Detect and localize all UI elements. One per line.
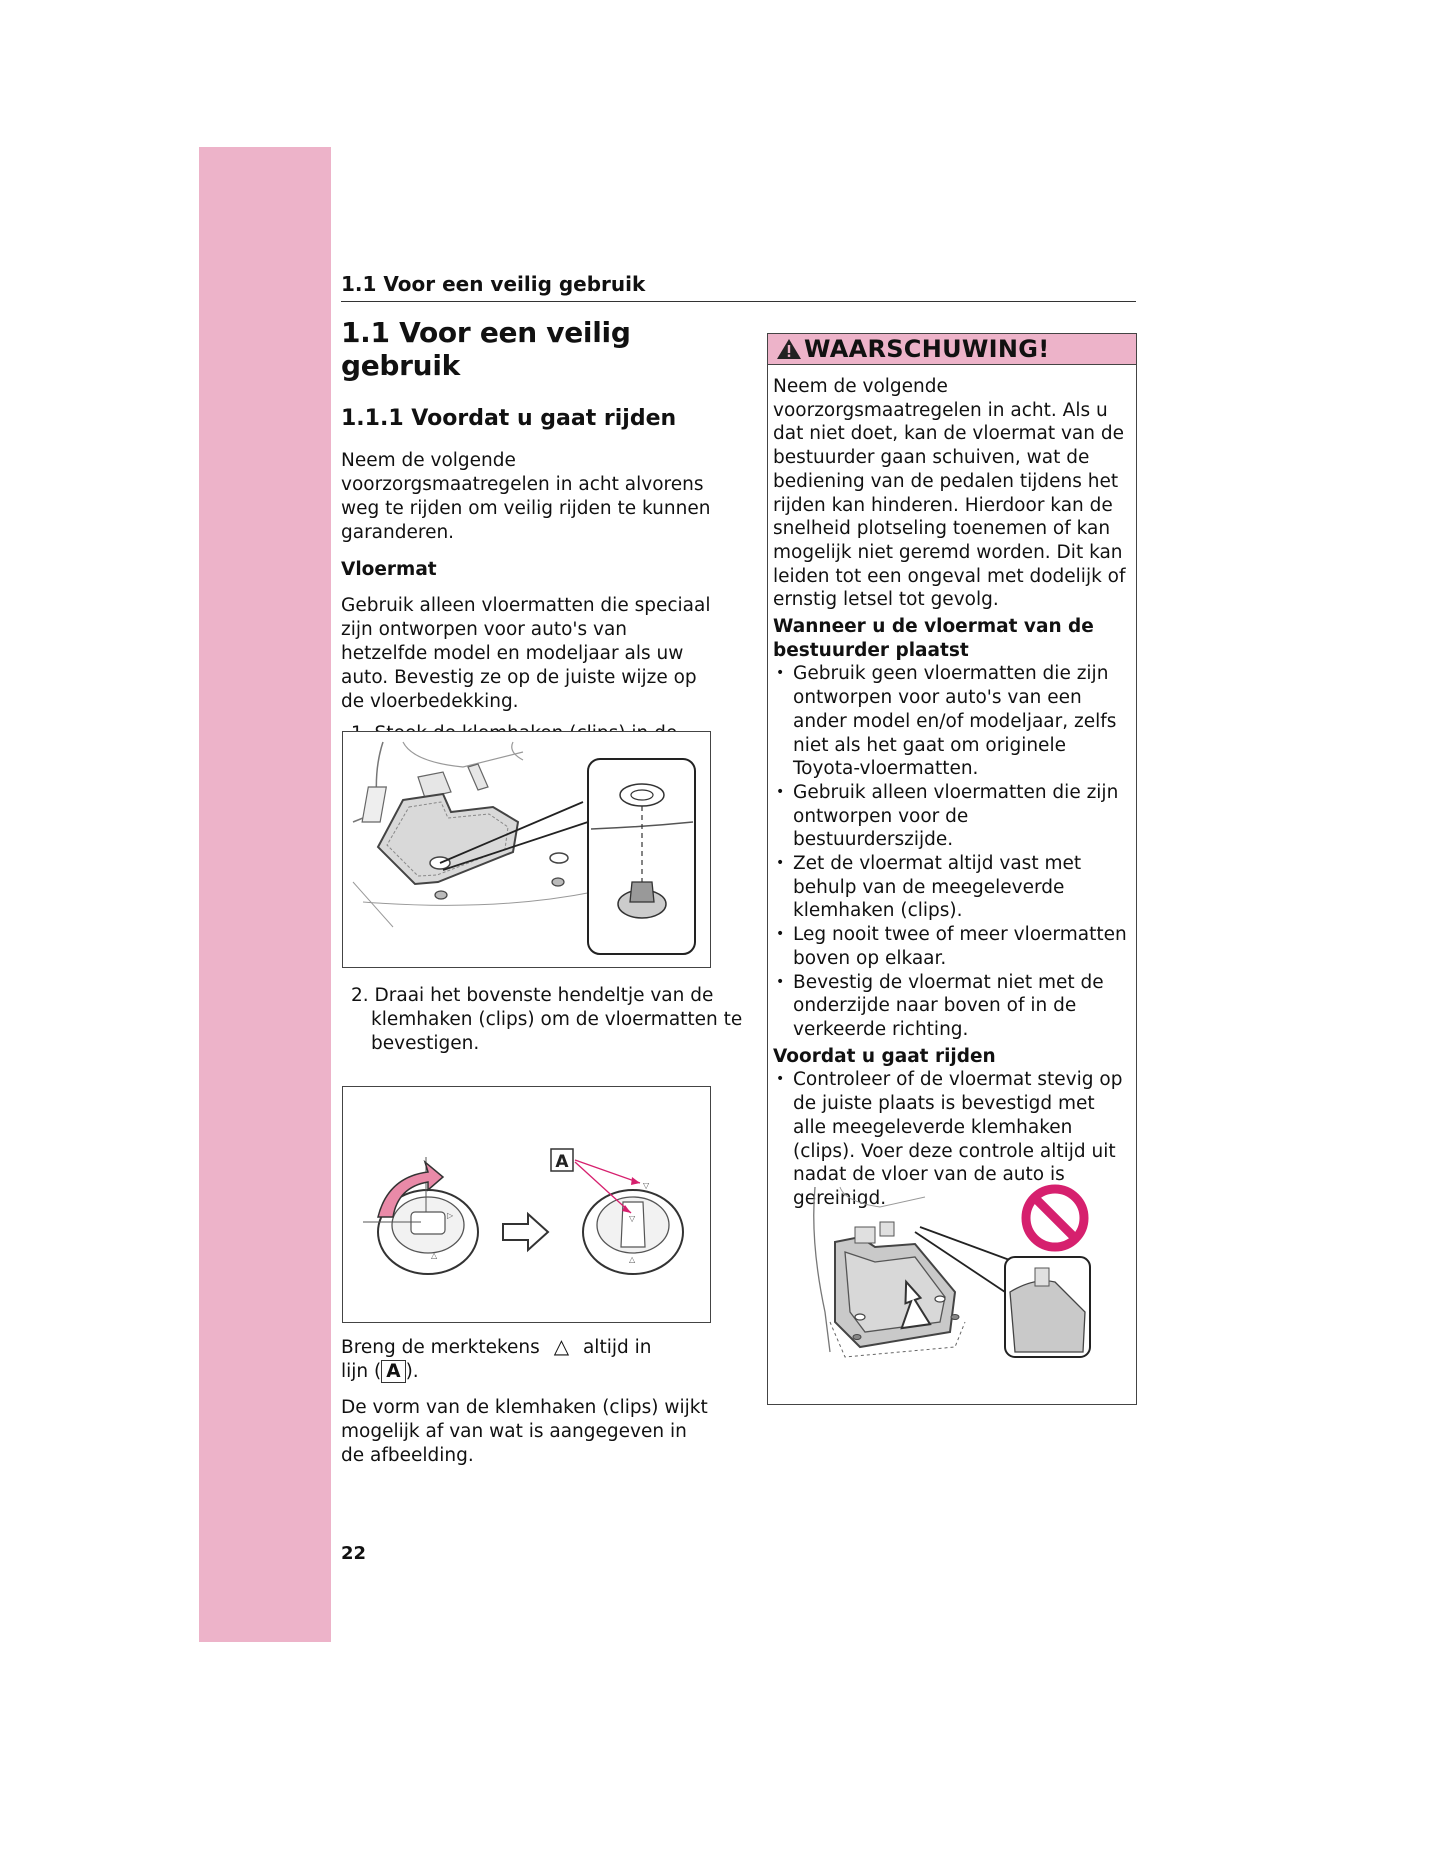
warning-header: [768, 334, 1136, 365]
side-color-band: [199, 147, 331, 1642]
warning-bullet: • Controleer of de vloermat stevig op de juiste plaats is bevestigd met alle meegeleverde klemhaken (clips). Voer deze controle altijd uit nadat de vloer van de auto is gereinigd.: [773, 1068, 1131, 1210]
warning-body: [768, 365, 1136, 1211]
warning-subheading-1: Wanneer u de vloermat van de bestuurder plaatst: [773, 616, 1094, 661]
warning-box: [767, 333, 1137, 1405]
page-number: 22: [341, 1543, 367, 1564]
warning-list-1: [773, 662, 1131, 1041]
figure-clip-insertion: [342, 731, 711, 968]
running-head: 1.1 Voor een veilig gebruik: [341, 272, 646, 296]
left-column: [341, 312, 713, 798]
intro-paragraph: Neem de volgende voorzorgsmaatregelen in acht alvorens weg te rijden om veilig rijden te kunnen garanderen.: [341, 450, 711, 543]
floormat-paragraph: Gebruik alleen vloermatten die speciaal zijn ontworpen voor auto's van hetzelfde model en modeljaar als uw auto. Bevestig ze op de juiste wijze op de vloerbedekking.: [341, 595, 711, 712]
caption-part-4: ).: [405, 1361, 419, 1382]
svg-text:△: △: [629, 1255, 636, 1264]
caption-part-2: altijd in: [582, 1337, 652, 1358]
caption-align-marks: [341, 1334, 713, 1384]
warning-title: WAARSCHUWING!: [804, 335, 1050, 363]
warning-bullet: • Leg nooit twee of meer vloermatten boven op elkaar.: [773, 923, 1131, 970]
figure-stacked-mats-prohibited: [805, 1182, 1105, 1367]
warning-bullet: • Bevestig de vloermat niet met de onderzijde naar boven of in de verkeerde richting.: [773, 971, 1131, 1042]
section-title: 1.1 Voor een veilig gebruik: [341, 316, 631, 382]
subsection-title: 1.1.1 Voordat u gaat rijden: [341, 406, 677, 431]
floormat-heading: Vloermat: [341, 559, 437, 580]
caption-part-3: lijn (: [341, 1361, 382, 1382]
warning-subheading-2: Voordat u gaat rijden: [773, 1045, 996, 1067]
triangle-mark-icon: △: [553, 1334, 570, 1358]
figure-label-a: A: [555, 1152, 569, 1172]
step-2: 2. Draai het bovenste hendeltje van de klemhaken (clips) om de vloermatten te bevestigen.: [351, 985, 743, 1054]
warning-triangle-icon: [776, 338, 802, 360]
warning-bullet: • Zet de vloermat altijd vast met behulp van de meegeleverde klemhaken (clips).: [773, 852, 1131, 923]
svg-text:▽: ▽: [629, 1214, 636, 1223]
clip-rotation-illustration: [343, 1087, 710, 1322]
caption-part-1: Breng de merktekens: [341, 1337, 540, 1358]
figure-clip-rotation: [342, 1086, 711, 1323]
floormat-clip-illustration: [343, 732, 710, 967]
caption-clip-shape: De vorm van de klemhaken (clips) wijkt mogelijk af van wat is aangegeven in de afbeelding.: [341, 1397, 708, 1466]
stacked-mats-illustration: [805, 1182, 1105, 1367]
svg-text:▽: ▽: [643, 1181, 650, 1190]
warning-intro: Neem de volgende voorzorgsmaatregelen in acht. Als u dat niet doet, kan de vloermat van de bestuurder gaan schuiven, wat de bediening van de pedalen tijdens het rijden kan hinderen. Hierdoor kan de snelheid plotseling toenemen of kan mogelijk niet geremd worden. Dit kan leiden tot een ongeval met dodelijk of ernstig letsel tot gevolg.: [773, 376, 1126, 611]
warning-bullet: • Gebruik alleen vloermatten die zijn ontworpen voor de bestuurderszijde.: [773, 781, 1131, 852]
label-a-box: A: [381, 1360, 405, 1383]
warning-bullet: • Gebruik geen vloermatten die zijn ontworpen voor auto's van een ander model en/of modeljaar, zelfs niet als het gaat om originele Toyota-vloermatten.: [773, 662, 1131, 781]
header-rule: [341, 301, 1136, 302]
svg-text:▷: ▷: [447, 1211, 454, 1220]
svg-text:△: △: [431, 1251, 438, 1260]
